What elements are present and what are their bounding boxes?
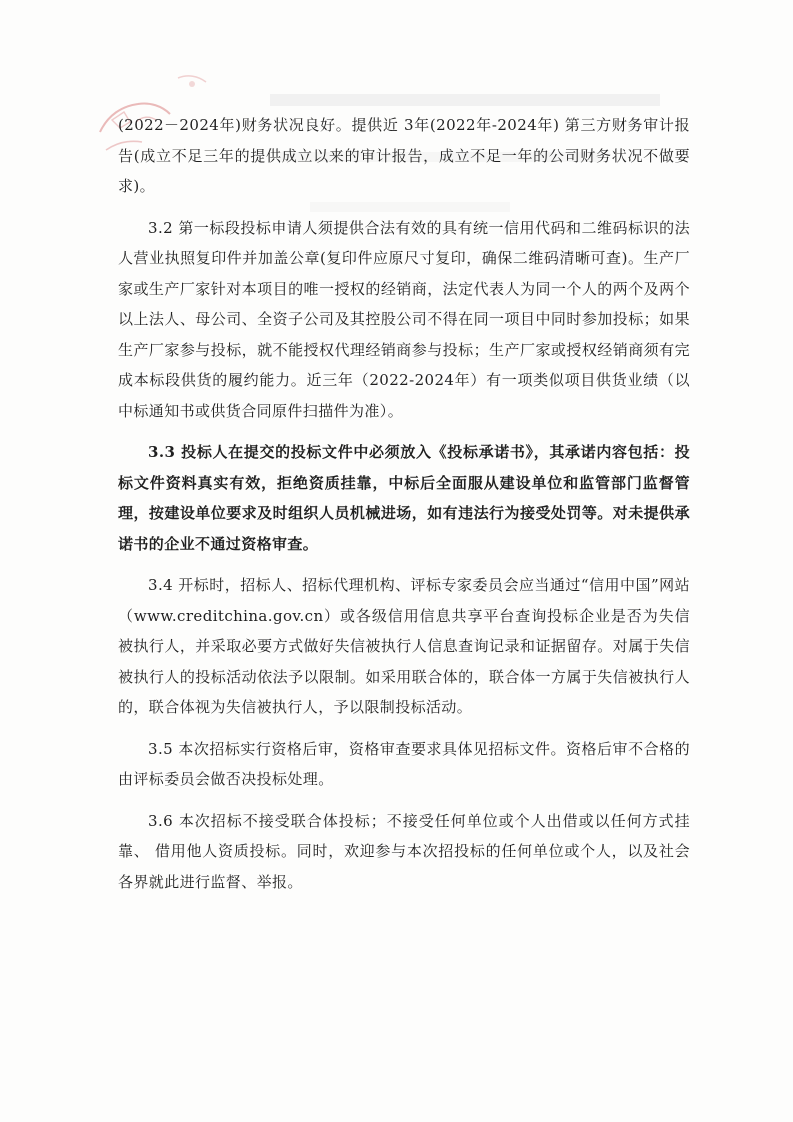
paragraph-3-4-credit-check: 3.4 开标时，招标人、招标代理机构、评标专家委员会应当通过“信用中国”网站（www.creditchina.gov.cn）或各级信用信息共享平台查询投标企业是否为失信被执行人，并采取必要方式做好失信被执行人信息查询记录和证据留存。对属于失信被执行人的投标活动依法予以限制。如采用联合体的，联合体一方属于失信被执行人的，联合体视为失信被执行人，予以限制投标活动。 — [118, 576, 690, 716]
paragraph-3-5-post-qualification: 3.5 本次招标实行资格后审，资格审查要求具体见招标文件。资格后审不合格的由评标委员会做否决投标处理。 — [118, 739, 690, 788]
paragraph-financial-status: (2022－2024年)财务状况良好。提供近 3年(2022年-2024年) 第三方财务审计报告(成立不足三年的提供成立以来的审计报告，成立不足一年的公司财务状况不做要求)。 — [118, 116, 690, 195]
paragraph-3-6-no-consortium: 3.6 本次招标不接受联合体投标；不接受任何单位或个人出借或以任何方式挂靠、 借用他人资质投标。同时，欢迎参与本次招投标的任何单位或个人，以及社会各界就此进行监督、举报。 — [118, 811, 690, 891]
paragraph-3-3-commitment-letter: 3.3 投标人在提交的投标文件中必须放入《投标承诺书》，其承诺内容包括：投标文件资料真实有效，拒绝资质挂靠，中标后全面服从建设单位和监管部门监督管理，按建设单位要求及时组织人员机械进场，如有违法行为接受处罚等。对未提供承诺书的企业不通过资格审查。 — [118, 443, 690, 553]
document-body — [118, 110, 690, 908]
paragraph-3-2-qualification: 3.2 第一标段投标申请人须提供合法有效的具有统一信用代码和二维码标识的法人营业执照复印件并加盖公章(复印件应原尺寸复印，确保二维码清晰可查)。生产厂家或生产厂家针对本项目的唯一授权的经销商，法定代表人为同一个人的两个及两个以上法人、母公司、全资子公司及其控股公司不得在同一项目中同时参加投标；如果生产厂家参与投标，就不能授权代理经销商参与投标；生产厂家或授权经销商须有完成本标段供货的履约能力。近三年（2022-2024年）有一项类似项目供货业绩（以中标通知书或供货合同原件扫描件为准）。 — [118, 218, 690, 420]
